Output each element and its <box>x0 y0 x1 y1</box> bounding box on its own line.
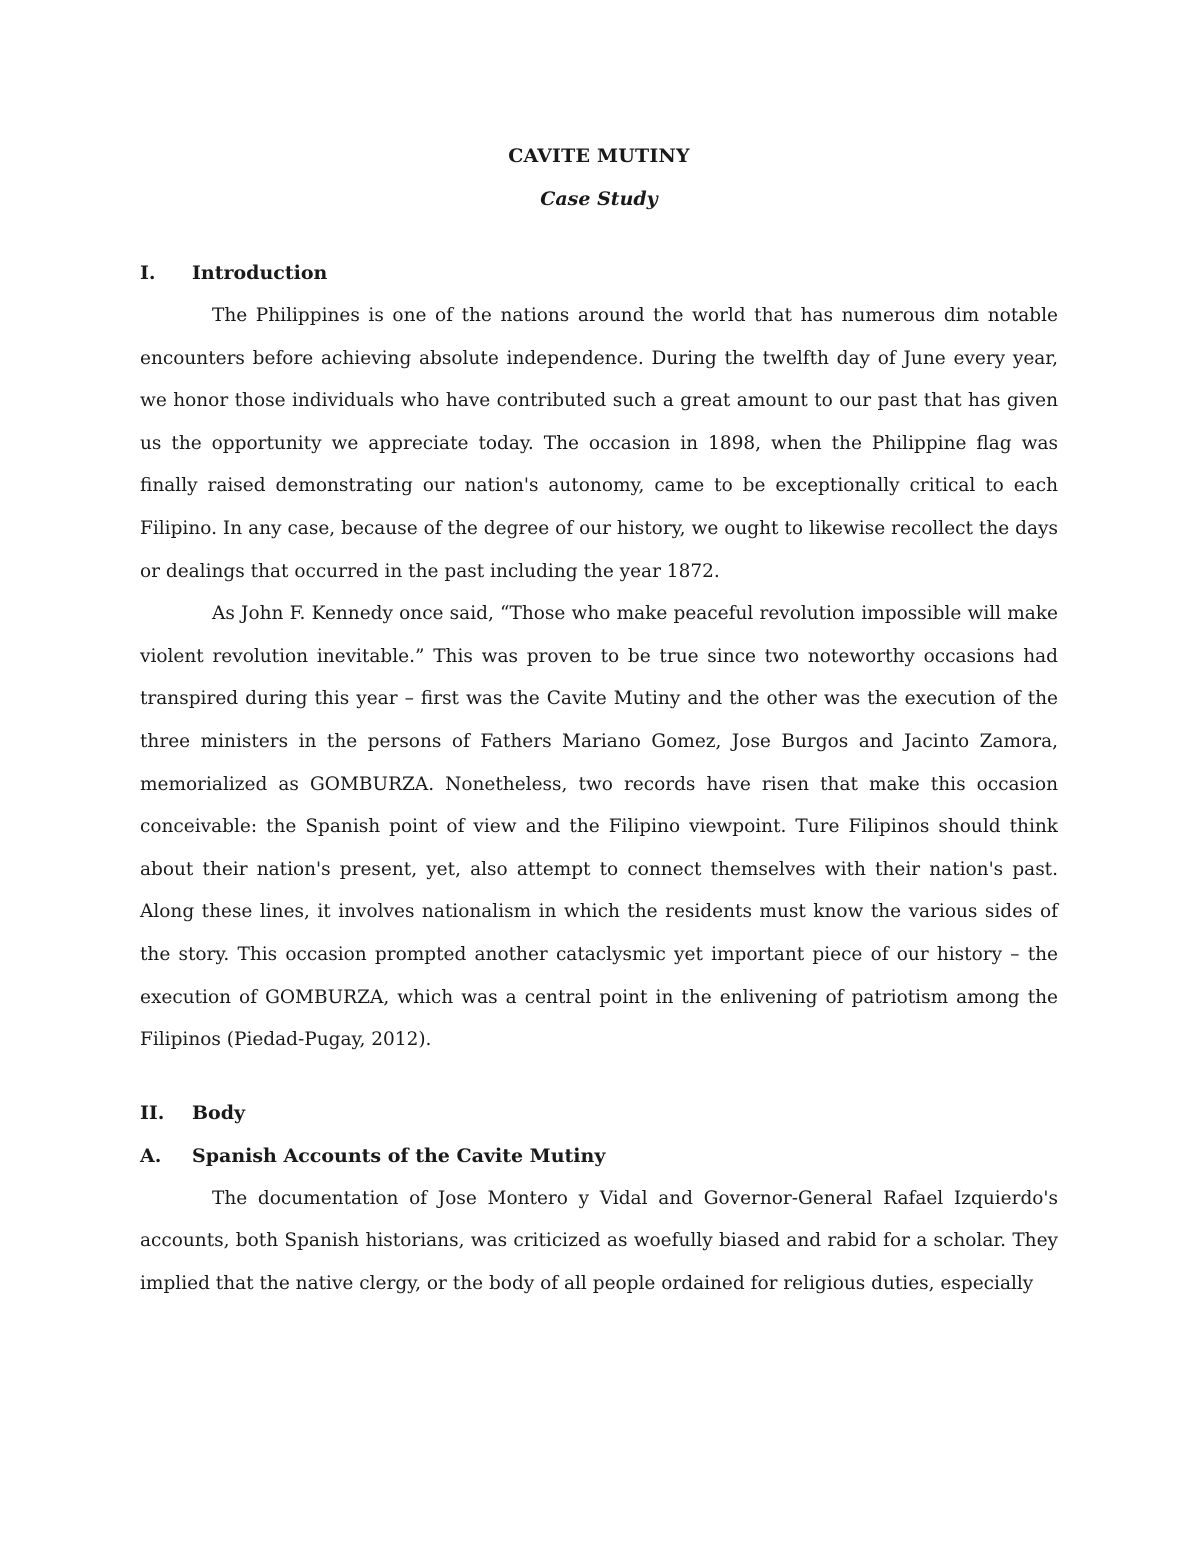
subsection-heading-spanish-accounts <box>140 1135 1058 1178</box>
spacer <box>140 224 1058 252</box>
spacer <box>140 1062 1058 1092</box>
section-heading-body <box>140 1092 1058 1135</box>
body-paragraph: The documentation of Jose Montero y Vidal and Governor-General Rafael Izquierdo's accounts, both Spanish historians, was criticized as woefully biased and rabid for a scholar. They implied that the native clergy, or the body of all people ordained for religious duties, especially <box>140 1187 1058 1294</box>
section-numeral: II. <box>140 1101 165 1124</box>
section-title: Body <box>192 1101 246 1124</box>
document-subtitle: Case Study <box>540 188 658 210</box>
subsection-title: Spanish Accounts of the Cavite Mutiny <box>192 1144 606 1167</box>
document-content <box>140 138 1058 1305</box>
body-paragraph: The Philippines is one of the nations around the world that has numerous dim notable encounters before achieving absolute independence. During the twelfth day of June every year, we honor those individuals who have contributed such a great amount to our past that has given us the opportunity we appreciate today. The occasion in 1898, when the Philippine flag was finally raised demonstrating our nation's autonomy, came to be exceptionally critical to each Filipino. In any case, because of the degree of our history, we ought to likewise recollect the days or dealings that occurred in the past including the year 1872. <box>140 305 1058 582</box>
section-heading-introduction <box>140 252 1058 295</box>
subsection-letter: A. <box>140 1144 162 1167</box>
section-title: Introduction <box>192 262 328 284</box>
document-title: CAVITE MUTINY <box>508 145 690 167</box>
section-numeral: I. <box>140 262 156 284</box>
body-paragraph: As John F. Kennedy once said, “Those who make peaceful revolution impossible will make violent revolution inevitable.” This was proven to be true since two noteworthy occasions had transpired during this year – first was the Cavite Mutiny and the other was the execution of the three ministers in the persons of Fathers Mariano Gomez, Jose Burgos and Jacinto Zamora, memorialized as GOMBURZA. Nonetheless, two records have risen that make this occasion conceivable: the Spanish point of view and the Filipino viewpoint. Ture Filipinos should think about their nation's present, yet, also attempt to connect themselves with their nation's past. Along these lines, it involves nationalism in which the residents must know the various sides of the story. This occasion prompted another cataclysmic yet important piece of our history – the execution of GOMBURZA, which was a central point in the enlivening of patriotism among the Filipinos (Piedad-Pugay, 2012). <box>140 603 1058 1051</box>
